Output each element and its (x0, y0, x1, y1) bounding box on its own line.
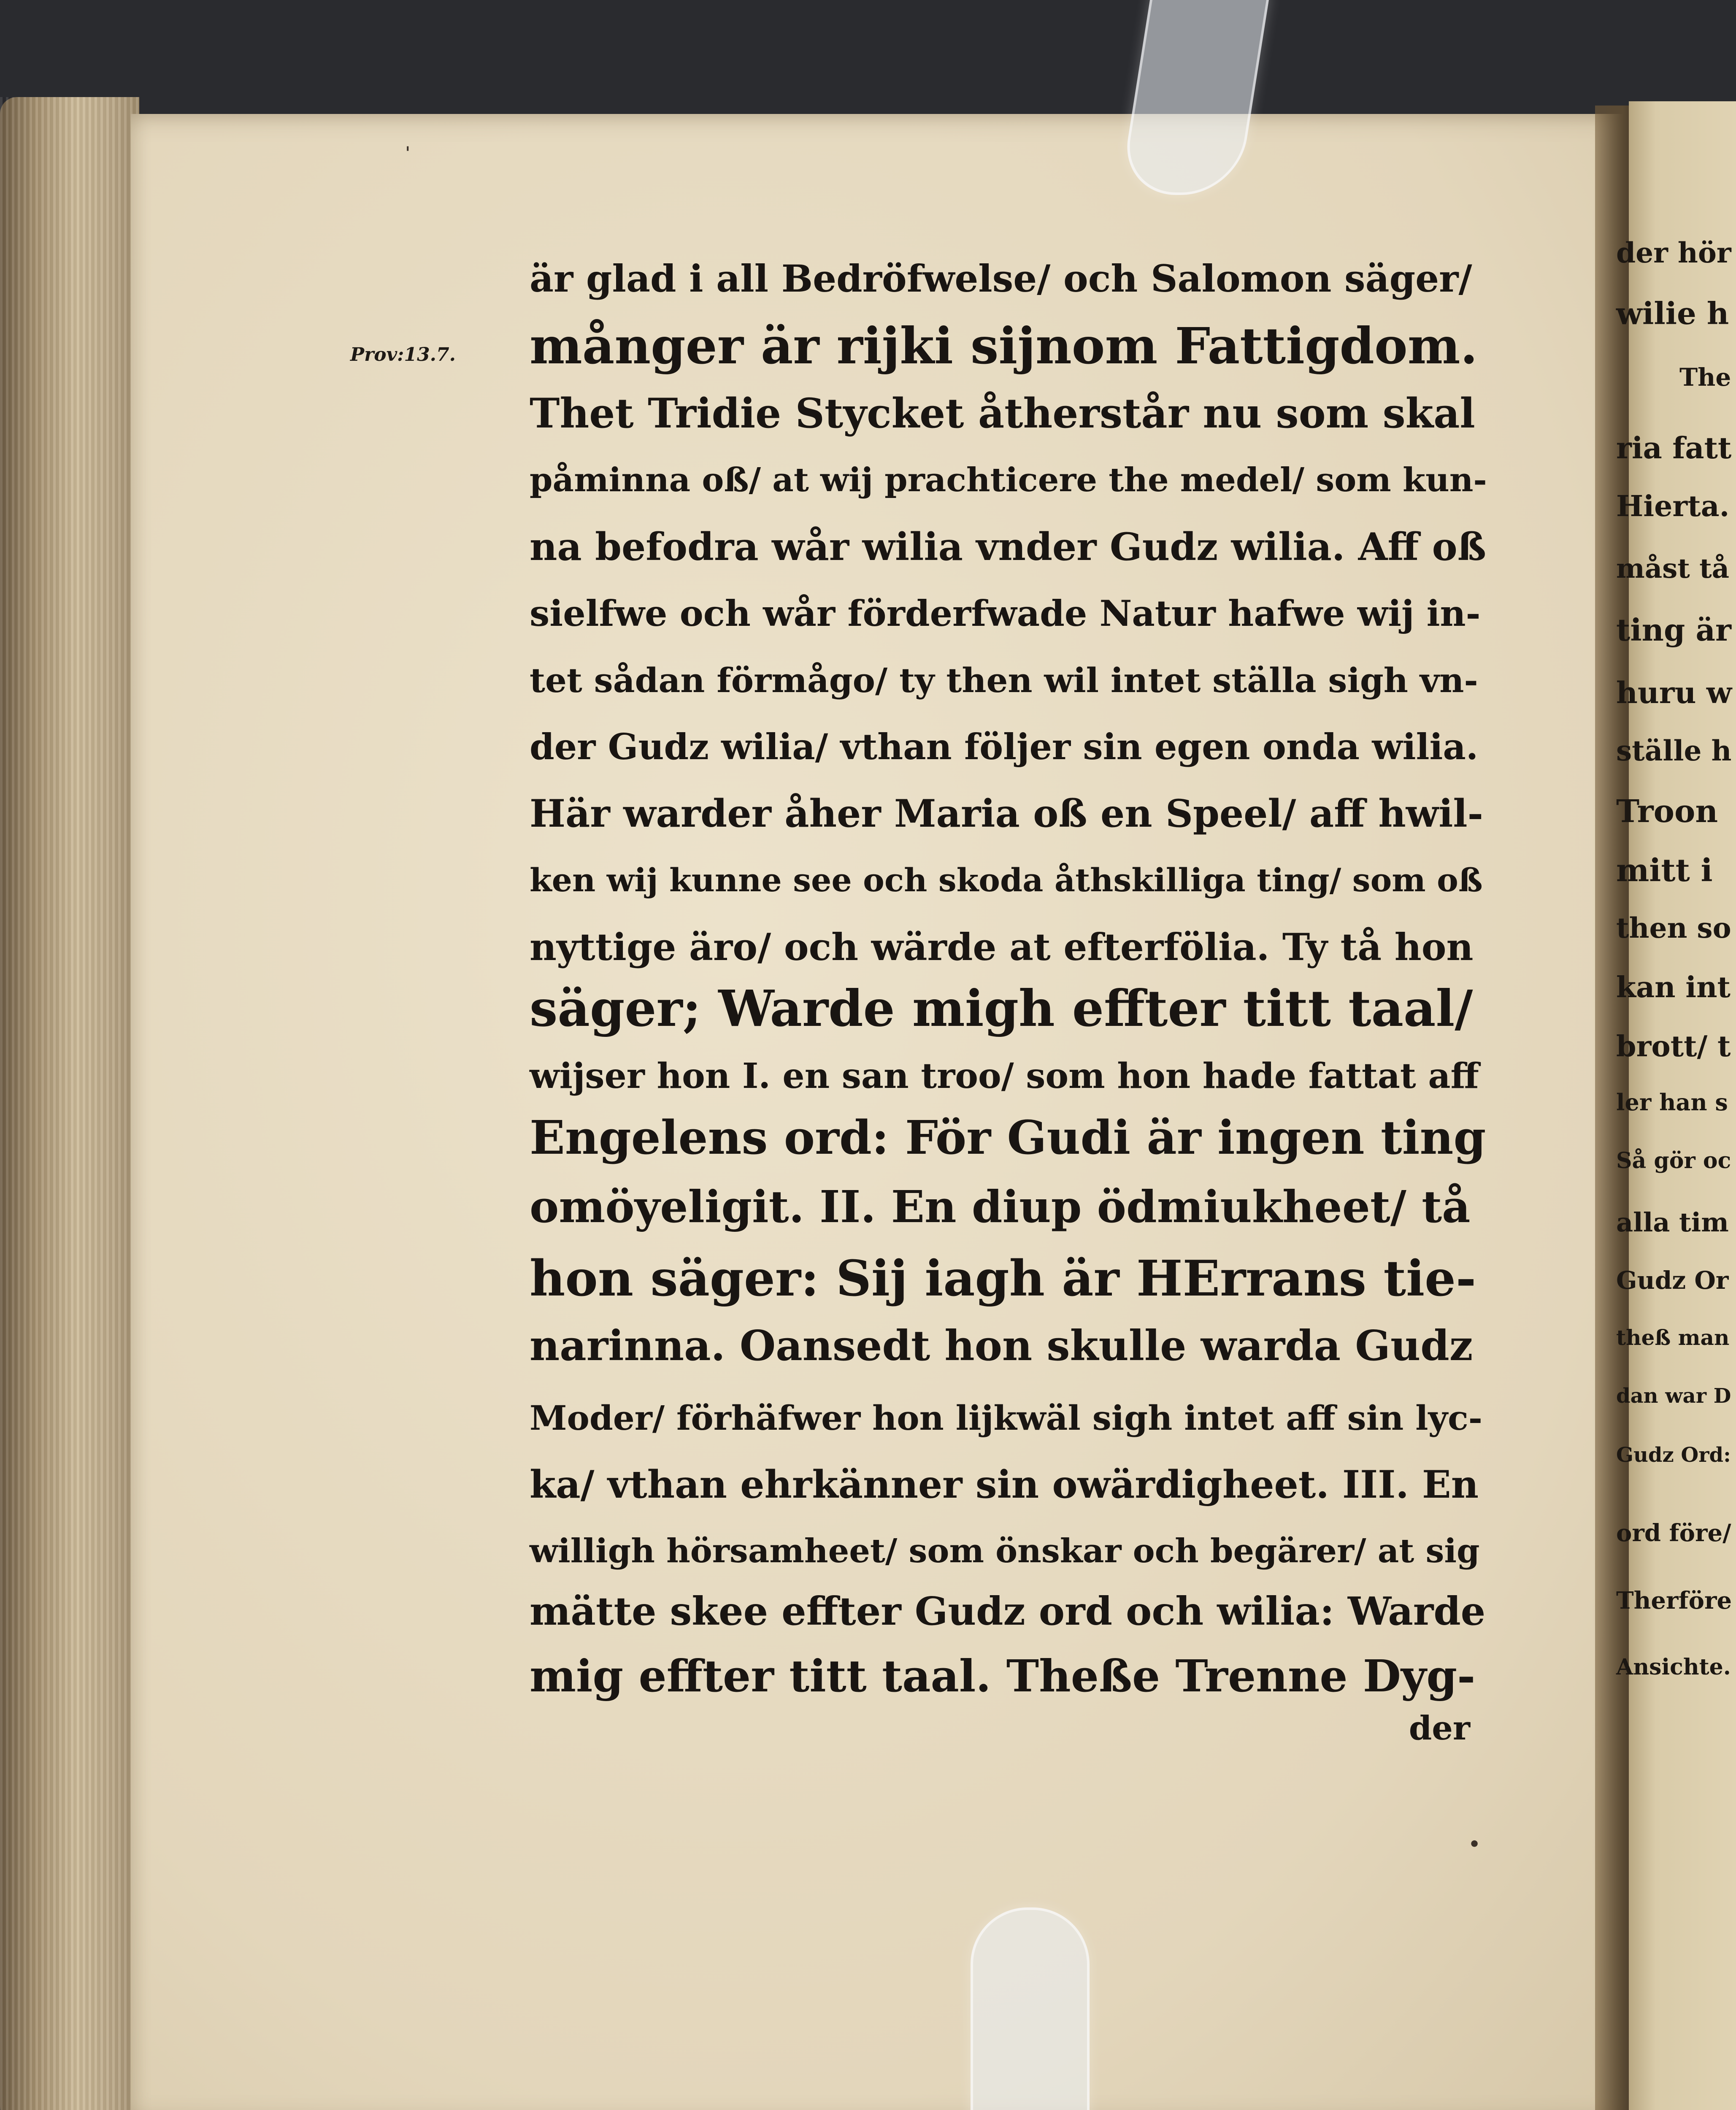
right-page-line: kan int (1616, 971, 1731, 1004)
book-page-edges (0, 97, 139, 2110)
text-line: Engelens ord: För Gudi är ingen ting (530, 1110, 1486, 1165)
text-line: willigh hörsamheet/ som önskar och begärer/ at sig (530, 1532, 1480, 1570)
text-line: Här warder åher Maria oß en Speel/ aff hwil- (530, 791, 1483, 836)
right-page-line: The (1679, 363, 1731, 392)
text-line: är glad i all Bedröfwelse/ och Salomon säger/ (530, 257, 1472, 300)
text-line: nyttige äro/ och wärde at efterfölia. Ty tå hon (530, 925, 1474, 969)
text-line: der Gudz wilia/ vthan följer sin egen onda wilia. (530, 726, 1479, 768)
text-line: omöyeligit. II. En diup ödmiukheet/ tå (530, 1181, 1471, 1233)
right-page-line: Hierta. (1616, 490, 1730, 523)
right-page-line: wilie h (1616, 295, 1729, 331)
right-page-line: Så gör oc (1616, 1148, 1731, 1174)
text-line: narinna. Oansedt hon skulle warda Gudz (530, 1322, 1473, 1370)
text-line: hon säger: Sij iagh är HErrans tie- (530, 1250, 1476, 1307)
right-page-line: Ansichte. (1616, 1654, 1731, 1680)
text-line: månger är rijki sijnom Fattigdom. (530, 316, 1478, 375)
right-page-line: Gudz Or (1616, 1266, 1729, 1295)
right-page-line: then so (1616, 912, 1731, 944)
right-page-line: måst tå (1616, 553, 1730, 584)
right-page-line: ställe h (1616, 734, 1732, 767)
text-line: mätte skee effter Gudz ord och wilia: Warde (530, 1588, 1486, 1634)
right-page-line: der hör (1616, 236, 1731, 269)
text-line: wijser hon I. en san troo/ som hon hade fattat aff (530, 1056, 1479, 1096)
right-page-line: Therföre (1616, 1587, 1732, 1615)
text-line: säger; Warde migh effter titt taal/ (530, 979, 1473, 1038)
right-page-line: huru w (1616, 675, 1732, 710)
catchword: der (1409, 1709, 1470, 1748)
book-clip-bottom (971, 1907, 1090, 2110)
ink-mark: ˈ (405, 143, 411, 165)
text-line: mig effter titt taal. Theße Trenne Dyg- (530, 1650, 1476, 1702)
right-page-line: ria fatt (1616, 430, 1732, 465)
right-page-line: ord före/ (1616, 1519, 1731, 1547)
right-page-line: ler han s (1616, 1089, 1728, 1116)
right-page-line: theß man (1616, 1325, 1730, 1350)
text-line: Moder/ förhäfwer hon lijkwäl sigh intet aff sin lyc- (530, 1398, 1482, 1438)
right-page-line: Gudz Ord: (1616, 1443, 1731, 1467)
text-line: ken wij kunne see och skoda åthskilliga ting/ som oß (530, 861, 1483, 899)
right-page-line: brott/ t (1616, 1030, 1731, 1063)
text-line: sielfwe och wår förderfwade Natur hafwe wij in- (530, 592, 1481, 634)
right-page-line: alla tim (1616, 1207, 1729, 1238)
text-line: na befodra wår wilia vnder Gudz wilia. Aff oß (530, 525, 1487, 569)
ink-mark: • (1468, 1834, 1481, 1855)
right-page-line: mitt i (1616, 852, 1713, 889)
right-page-line: ting är (1616, 612, 1731, 648)
marginal-note: Prov:13.7. (350, 344, 456, 365)
right-page-line: Troon (1616, 793, 1718, 830)
text-line: ka/ vthan ehrkänner sin owärdigheet. III. En (530, 1462, 1479, 1507)
text-line: påminna oß/ at wij prachticere the medel/ som kun- (530, 461, 1487, 499)
text-line: Thet Tridie Stycket åtherstår nu som skal (530, 390, 1475, 437)
text-line: tet sådan förmågo/ ty then wil intet ställa sigh vn- (530, 660, 1478, 700)
right-page-line: dan war D (1616, 1384, 1731, 1408)
